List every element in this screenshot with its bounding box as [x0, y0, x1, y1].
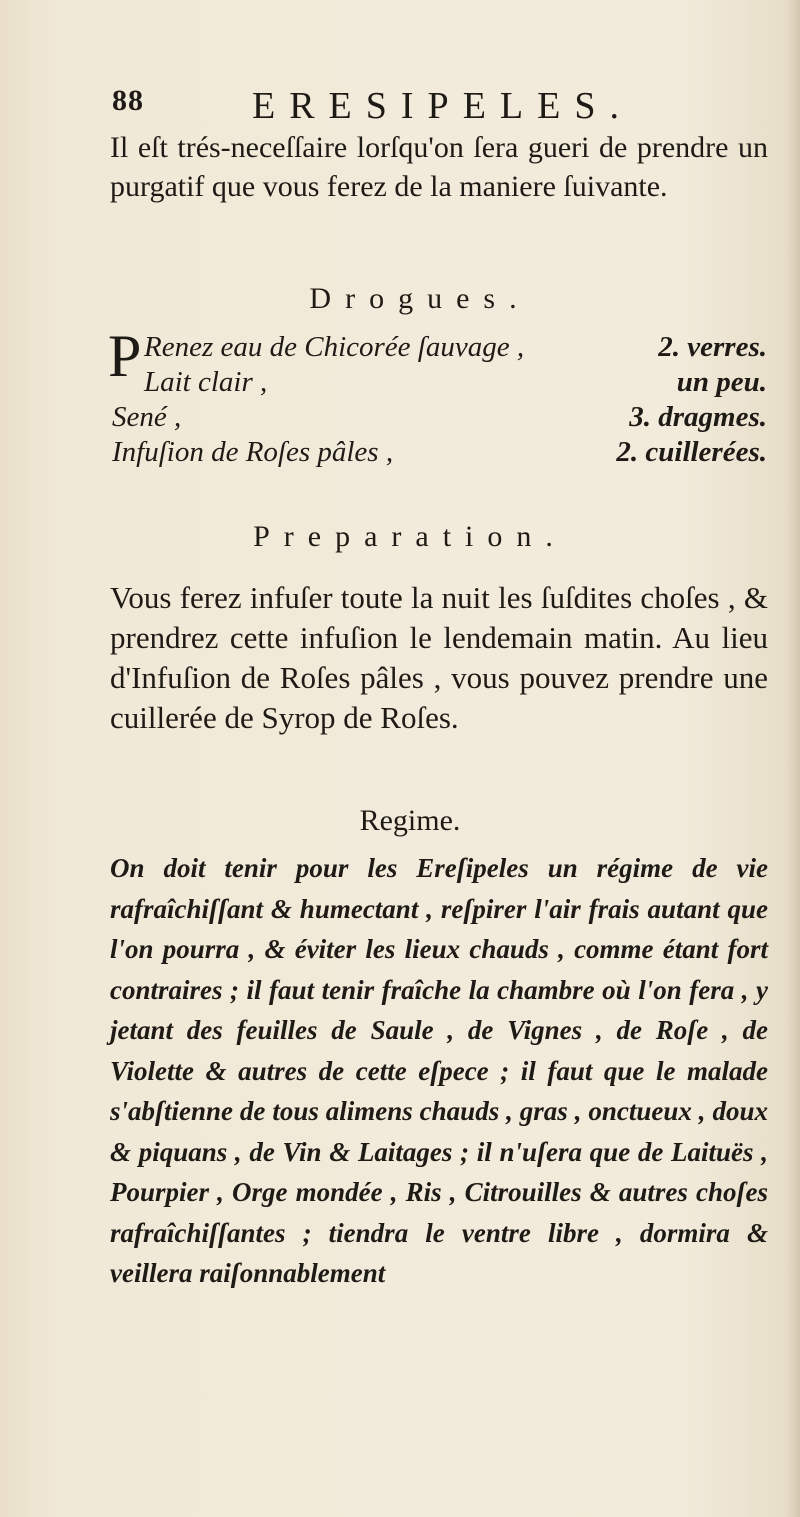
page-header — [112, 84, 672, 134]
ingredient-name: Sené , — [112, 401, 182, 433]
running-title: ERESIPELES. — [252, 85, 633, 127]
drogues-heading: Drogues. — [309, 282, 531, 315]
ingredient-row — [112, 435, 767, 470]
regime-paragraph: On doit tenir pour les Ereſipeles un régime de vie rafraîchiſſant & humectant , reſpirer l'air frais autant que l'on pourra , & éviter les lieux chauds , comme étant fort contraires ; il faut tenir fraîche la chambre où l'on fera , y jetant des feuilles de Saule , de Vignes , de Roſe , de Violette & autres de cette eſpece ; il faut que le malade s'abſtienne de tous alimens chauds , gras , onctueux , doux & piquans , de Vin & Laitages ; il n'uſera que de Laituës , Pourpier , Orge mondée , Ris , Citrouilles & autres choſes rafraîchiſſantes ; tiendra le ventre libre , dormira & veillera raiſonnablement — [110, 853, 768, 1288]
ingredient-list — [108, 323, 767, 470]
ingredient-name: Lait clair , — [144, 366, 268, 398]
page-number: 88 — [112, 84, 144, 117]
preparation-heading: Preparation. — [253, 520, 567, 553]
intro-paragraph: Il eſt trés-neceſſaire lorſqu'on ſera gueri de prendre un purgatif que vous ferez de la maniere ſuivante. — [110, 131, 768, 203]
ingredient-quantity: 3. dragmes. — [629, 401, 767, 433]
ingredient-name: Infuſion de Roſes pâles , — [112, 436, 394, 468]
drop-cap: P — [108, 323, 142, 389]
ingredient-quantity: 2. cuillerées. — [616, 436, 767, 468]
ingredient-row — [112, 400, 767, 435]
regime-heading: Regime. — [359, 804, 461, 837]
preparation-paragraph: Vous ferez infuſer toute la nuit les ſuſdites choſes , & prendrez cette infuſion le lendemain matin. Au lieu d'Infuſion de Roſes pâles , vous pouvez prendre une cuillerée de Syrop de Roſes. — [110, 580, 768, 735]
page-edge-shadow — [786, 0, 800, 1517]
ingredient-row — [112, 365, 767, 400]
ingredient-quantity: 2. verres. — [658, 331, 767, 363]
ingredient-quantity: un peu. — [676, 366, 767, 398]
ingredient-name: Renez eau de Chicorée ſauvage , — [144, 331, 525, 363]
